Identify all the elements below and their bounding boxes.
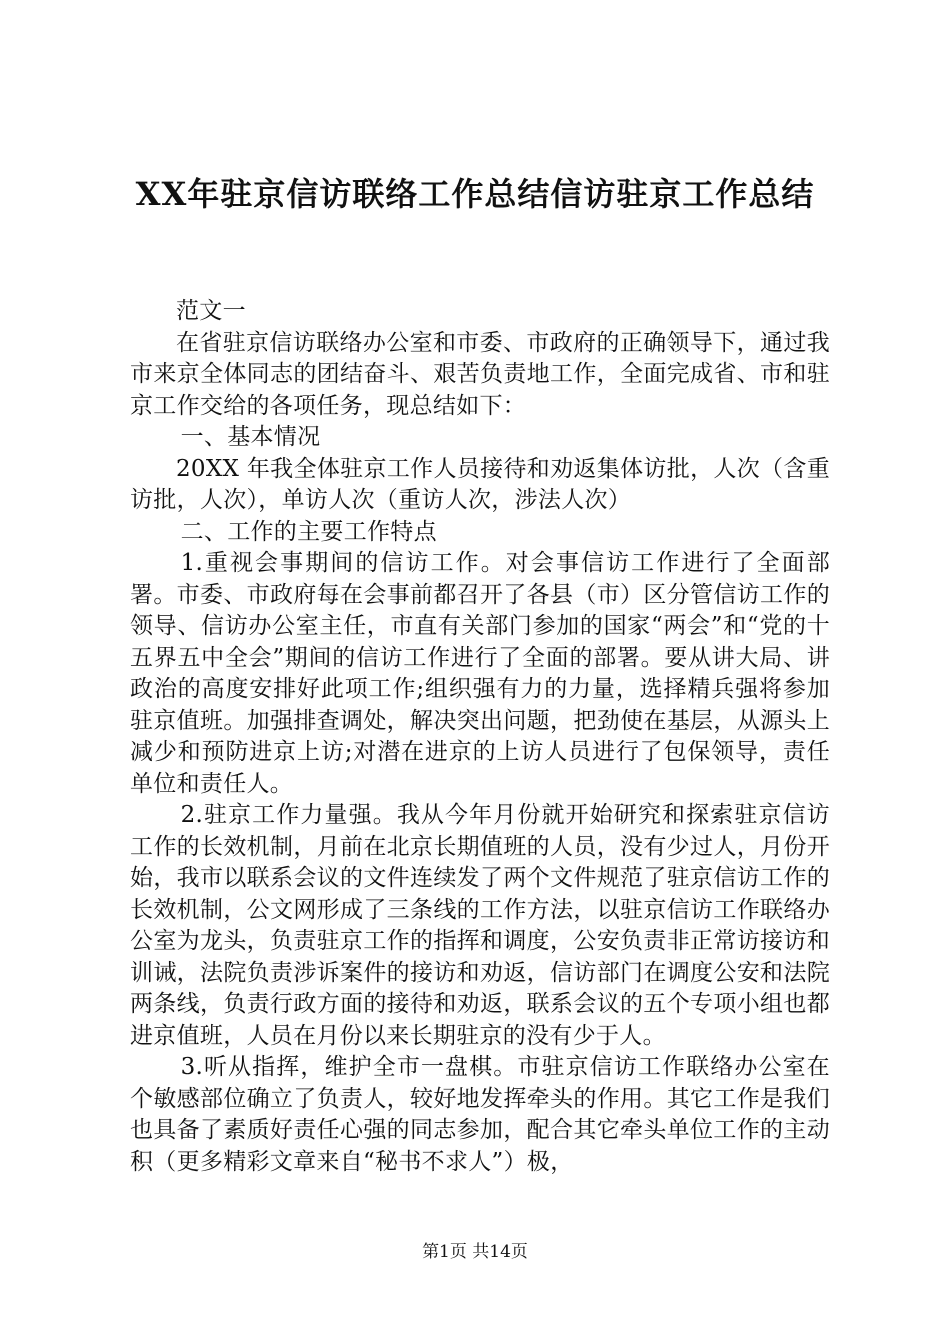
paragraph-item-3: 3.听从指挥，维护全市一盘棋。市驻京信访工作联络办公室在个敏感部位确立了负责人，较好地发挥牵头的作用。其它工作是我们也具备了素质好责任心强的同志参加，配合其它牵头单位工作的主动积（更多精彩文章来自“秘书不求人”）极， <box>130 1054 830 1175</box>
paragraph-intro: 在省驻京信访联络办公室和市委、市政府的正确领导下，通过我市来京全体同志的团结奋斗、艰苦负责地工作，全面完成省、市和驻京工作交给的各项任务，现总结如下： <box>130 329 830 419</box>
page-number-footer: 第1页 共14页 <box>422 1242 528 1262</box>
section-heading-basic-situation: 一、基本情况 <box>180 424 321 450</box>
paragraph-item-2: 2.驻京工作力量强。我从今年月份就开始研究和探索驻京信访工作的长效机制，月前在北京长期值班的人员，没有少过人，月份开始，我市以联系会议的文件连续发了两个文件规范了驻京信访工作的长效机制，公文网形成了三条线的工作方法，以驻京信访工作联络办公室为龙头，负责驻京工作的指挥和调度，公安负责非正常访接访和训诫，法院负责涉诉案件的接访和劝返，信访部门在调度公安和法院两条线，负责行政方面的接待和劝返，联系会议的五个专项小组也都进京值班，人员在月份以来长期驻京的没有少于人。 <box>130 802 830 1049</box>
document-title: XX年驻京信访联络工作总结信访驻京工作总结 <box>135 175 815 213</box>
document-body <box>130 296 830 1178</box>
paragraph-label: 范文一 <box>176 298 246 324</box>
section-heading-work-features: 二、工作的主要工作特点 <box>180 518 437 545</box>
paragraph-basic-situation: 20XX 年我全体驻京工作人员接待和劝返集体访批，人次（含重访批，人次），单访人次（重访人次，涉法人次） <box>130 455 830 513</box>
paragraph-item-1: 1.重视会事期间的信访工作。对会事信访工作进行了全面部署。市委、市政府每在会事前都召开了各县（市）区分管信访工作的领导、信访办公室主任，市直有关部门参加的国家“两会”和“党的十五界五中全会”期间的信访工作进行了全面的部署。要从讲大局、讲政治的高度安排好此项工作;组织强有力的力量，选择精兵强将参加驻京值班。加强排查调处，解决突出问题，把劲使在基层，从源头上减少和预防进京上访;对潜在进京的上访人员进行了包保领导，责任单位和责任人。 <box>130 550 830 797</box>
